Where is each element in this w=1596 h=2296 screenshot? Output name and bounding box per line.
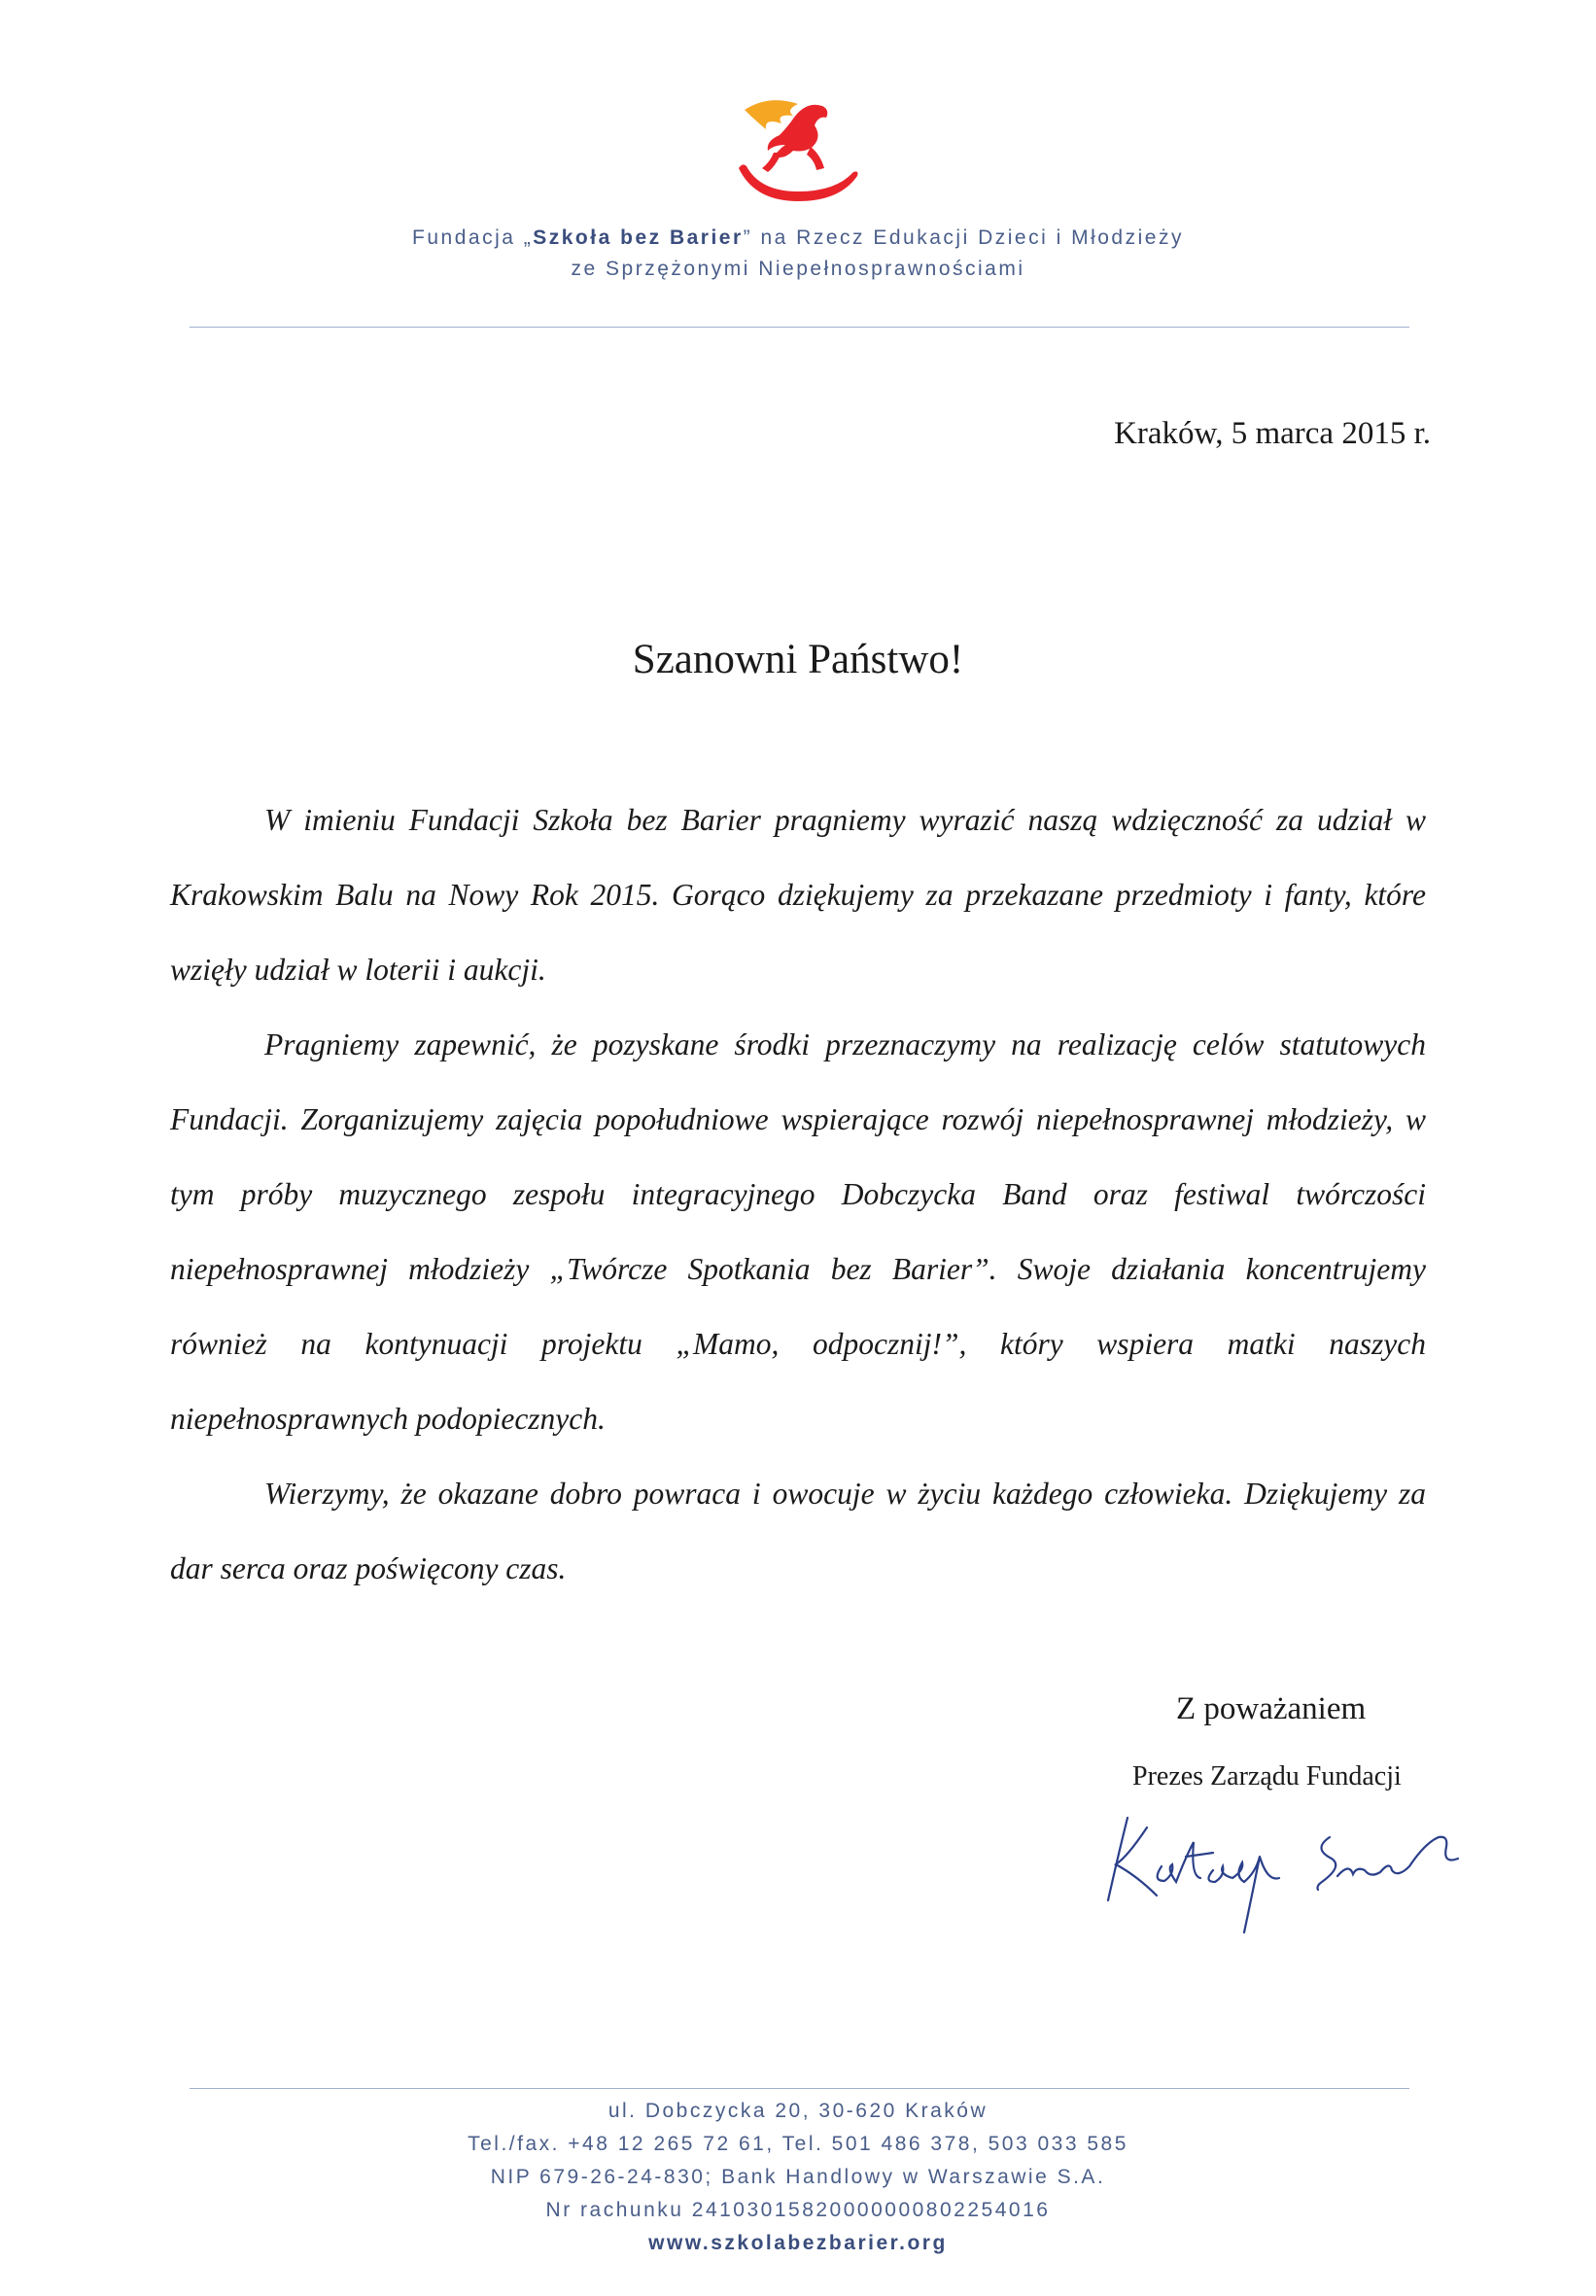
org-prefix: Fundacja „ — [412, 226, 534, 249]
header-divider — [190, 327, 1409, 328]
footer-website-link[interactable]: www.szkolabezbarier.org — [648, 2232, 948, 2254]
paragraph-1: W imieniu Fundacji Szkoła bez Barier pragniemy wyrazić naszą wdzięczność za udział w Krakowskim Balu na Nowy Rok 2015. Gorąco dziękujemy za przekazane przedmioty i fanty, które wzięły udział w loterii i aukcji. — [170, 803, 1426, 987]
org-line2: ze Sprzężonymi Niepełnosprawnościami — [571, 258, 1025, 280]
footer-address: ul. Dobczycka 20, 30-620 Kraków — [607, 2100, 989, 2122]
footer-phone: Tel./fax. +48 12 265 72 61, Tel. 501 486 378, 503 033 585 — [468, 2133, 1128, 2155]
closing: Z poważaniem — [1176, 1691, 1367, 1726]
footer-divider — [190, 2088, 1409, 2089]
letter-body — [170, 783, 1426, 1606]
footer-nip-bank: NIP 679-26-24-830; Bank Handlowy w Warszawie S.A. — [490, 2166, 1106, 2188]
rocking-horse-logo — [725, 92, 871, 209]
letterhead — [0, 92, 1596, 285]
signer-title: Prezes Zarządu Fundacji — [1132, 1761, 1402, 1792]
salutation: Szanowni Państwo! — [632, 637, 964, 682]
paragraph-2: Pragniemy zapewnić, że pozyskane środki przeznaczymy na realizację celów statutowych Fundacji. Zorganizujemy zajęcia popołudniowe wspierające rozwój niepełnosprawnej młodzieży, w tym próby muzycznego zespołu integracyjnego Dobczycka Band oraz festiwal twórczości niepełnosprawnej młodzieży „Twórcze Spotkania bez Barier”. Swoje działania koncentrujemy również na kontynuacji projektu „Mamo, odpocznij!”, który wspiera matki naszych niepełnosprawnych podopiecznych. — [170, 1027, 1426, 1436]
org-name: Szkoła bez Barier — [533, 226, 744, 249]
letter-date: Kraków, 5 marca 2015 r. — [1114, 416, 1431, 451]
org-suffix: ” na Rzecz Edukacji Dzieci i Młodzieży — [743, 226, 1184, 249]
handwritten-signature — [1089, 1789, 1555, 1934]
footer-account: Nr rachunku 24103015820000000802254016 — [545, 2199, 1051, 2221]
footer — [0, 2095, 1596, 2260]
organization-name — [0, 223, 1596, 285]
paragraph-3: Wierzymy, że okazane dobro powraca i owocuje w życiu każdego człowieka. Dziękujemy za dar serca oraz poświęcony czas. — [170, 1477, 1426, 1585]
